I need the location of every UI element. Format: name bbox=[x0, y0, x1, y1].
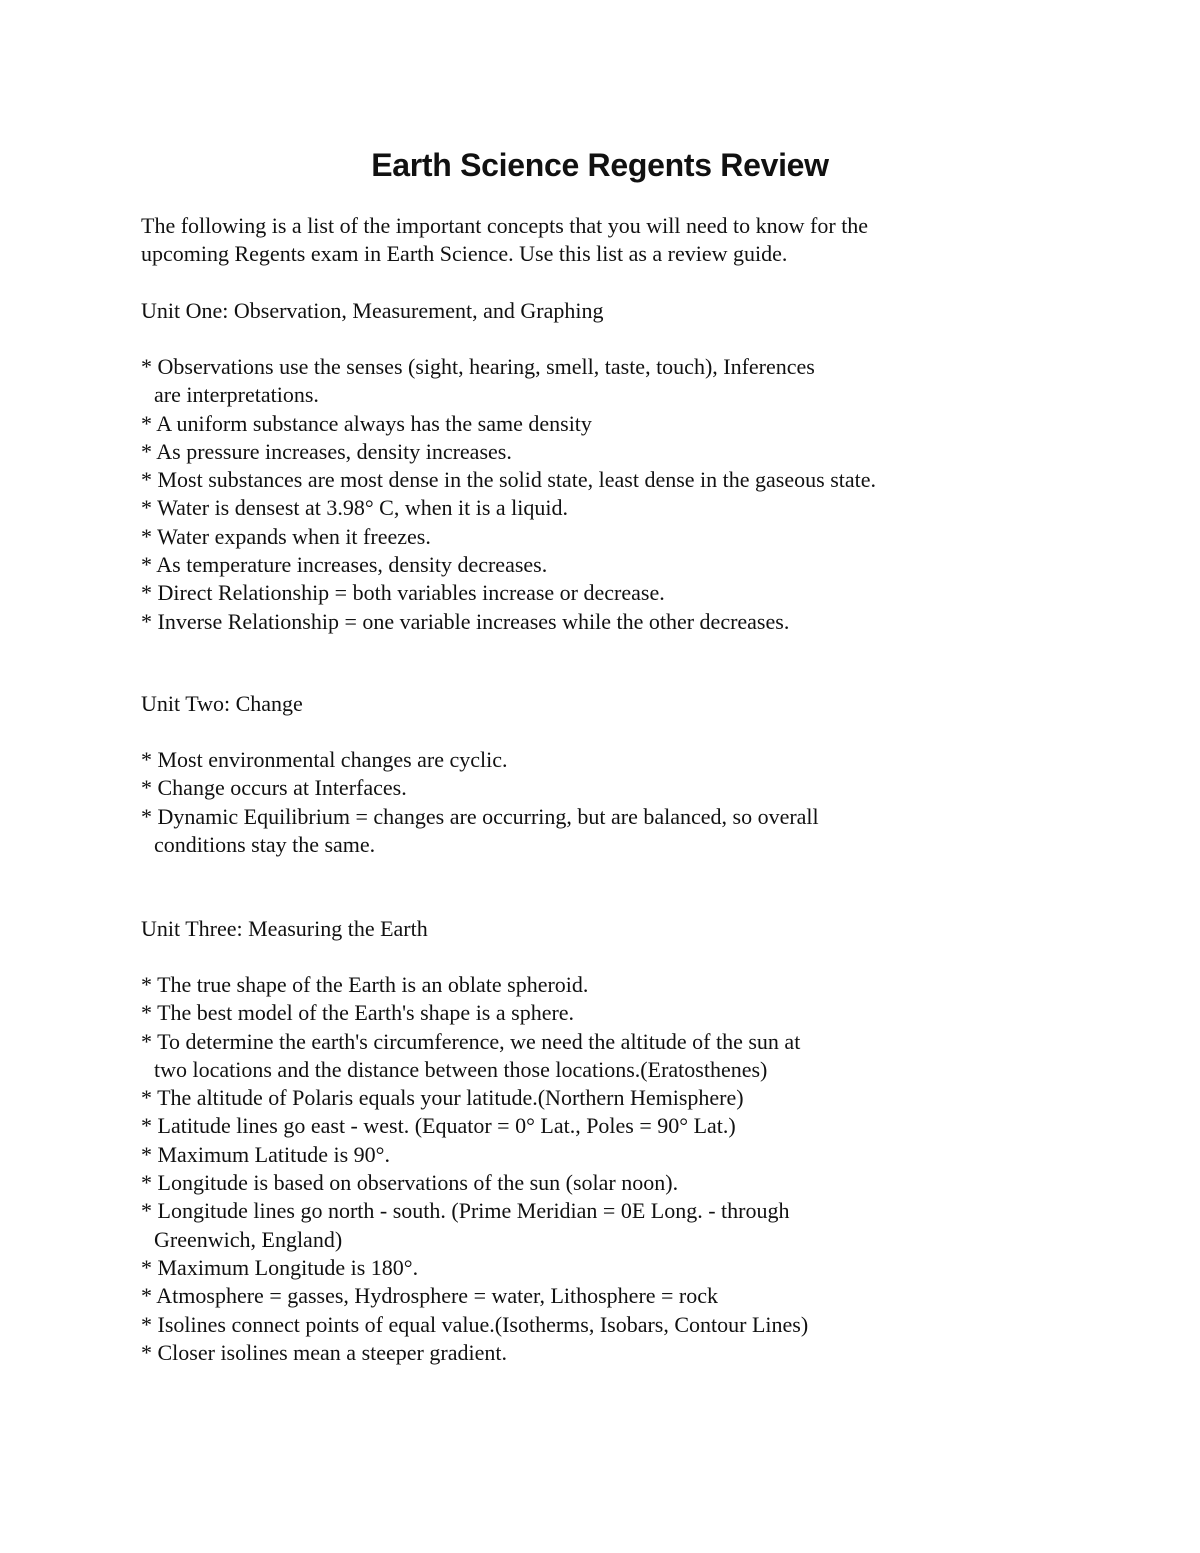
list-item: * The altitude of Polaris equals your latitude.(Northern Hemisphere) bbox=[141, 1085, 744, 1111]
list-item: * The best model of the Earth's shape is a sphere. bbox=[141, 1000, 575, 1026]
list-item: * Water expands when it freezes. bbox=[141, 523, 431, 549]
unit-three-list bbox=[141, 971, 1041, 1367]
list-item: * Latitude lines go east - west. (Equator = 0° Lat., Poles = 90° Lat.) bbox=[141, 1113, 736, 1139]
list-item: * Inverse Relationship = one variable increases while the other decreases. bbox=[141, 608, 790, 634]
list-item: * Water is densest at 3.98° C, when it is a liquid. bbox=[141, 495, 569, 521]
list-item: * Most environmental changes are cyclic. bbox=[141, 747, 508, 772]
list-item: * Direct Relationship = both variables increase or decrease. bbox=[141, 580, 665, 606]
intro-paragraph bbox=[141, 212, 1041, 269]
intro-line: The following is a list of the important concepts that you will need to know for the bbox=[141, 213, 869, 238]
list-item: * As temperature increases, density decreases. bbox=[141, 552, 548, 578]
unit-two-list bbox=[141, 746, 1041, 859]
list-item: * Atmosphere = gasses, Hydrosphere = water, Lithosphere = rock bbox=[141, 1283, 719, 1309]
list-item: * Maximum Latitude is 90°. bbox=[141, 1141, 390, 1167]
list-item: * Most substances are most dense in the solid state, least dense in the gaseous state. bbox=[141, 467, 877, 493]
list-item: * Observations use the senses (sight, hearing, smell, taste, touch), Inferences bbox=[141, 354, 815, 379]
list-item: * Isolines connect points of equal value.(Isotherms, Isobars, Contour Lines) bbox=[141, 1311, 809, 1337]
list-item-continuation: two locations and the distance between those locations.(Eratosthenes) bbox=[154, 1056, 768, 1082]
list-item: * To determine the earth's circumference, we need the altitude of the sun at bbox=[141, 1028, 801, 1054]
list-item-continuation: are interpretations. bbox=[154, 382, 319, 408]
page-title: Earth Science Regents Review bbox=[371, 147, 829, 183]
list-item-continuation: Greenwich, England) bbox=[154, 1226, 343, 1252]
list-item: * Maximum Longitude is 180°. bbox=[141, 1254, 419, 1280]
list-item: * Longitude is based on observations of the sun (solar noon). bbox=[141, 1170, 679, 1196]
list-item: * Closer isolines mean a steeper gradient. bbox=[141, 1339, 507, 1365]
list-item: * The true shape of the Earth is an oblate spheroid. bbox=[141, 972, 589, 997]
list-item: * A uniform substance always has the same density bbox=[141, 410, 592, 436]
unit-one-list bbox=[141, 353, 1041, 636]
unit-three-heading: Unit Three: Measuring the Earth bbox=[141, 916, 428, 941]
unit-one-heading: Unit One: Observation, Measurement, and Graphing bbox=[141, 298, 604, 323]
list-item-continuation: conditions stay the same. bbox=[154, 831, 376, 857]
intro-line: upcoming Regents exam in Earth Science. Use this list as a review guide. bbox=[141, 241, 788, 267]
list-item: * As pressure increases, density increases. bbox=[141, 438, 512, 464]
list-item: * Dynamic Equilibrium = changes are occurring, but are balanced, so overall bbox=[141, 803, 819, 829]
list-item: * Longitude lines go north - south. (Prime Meridian = 0E Long. - through bbox=[141, 1198, 790, 1224]
list-item: * Change occurs at Interfaces. bbox=[141, 775, 407, 801]
unit-two-heading: Unit Two: Change bbox=[141, 691, 303, 716]
